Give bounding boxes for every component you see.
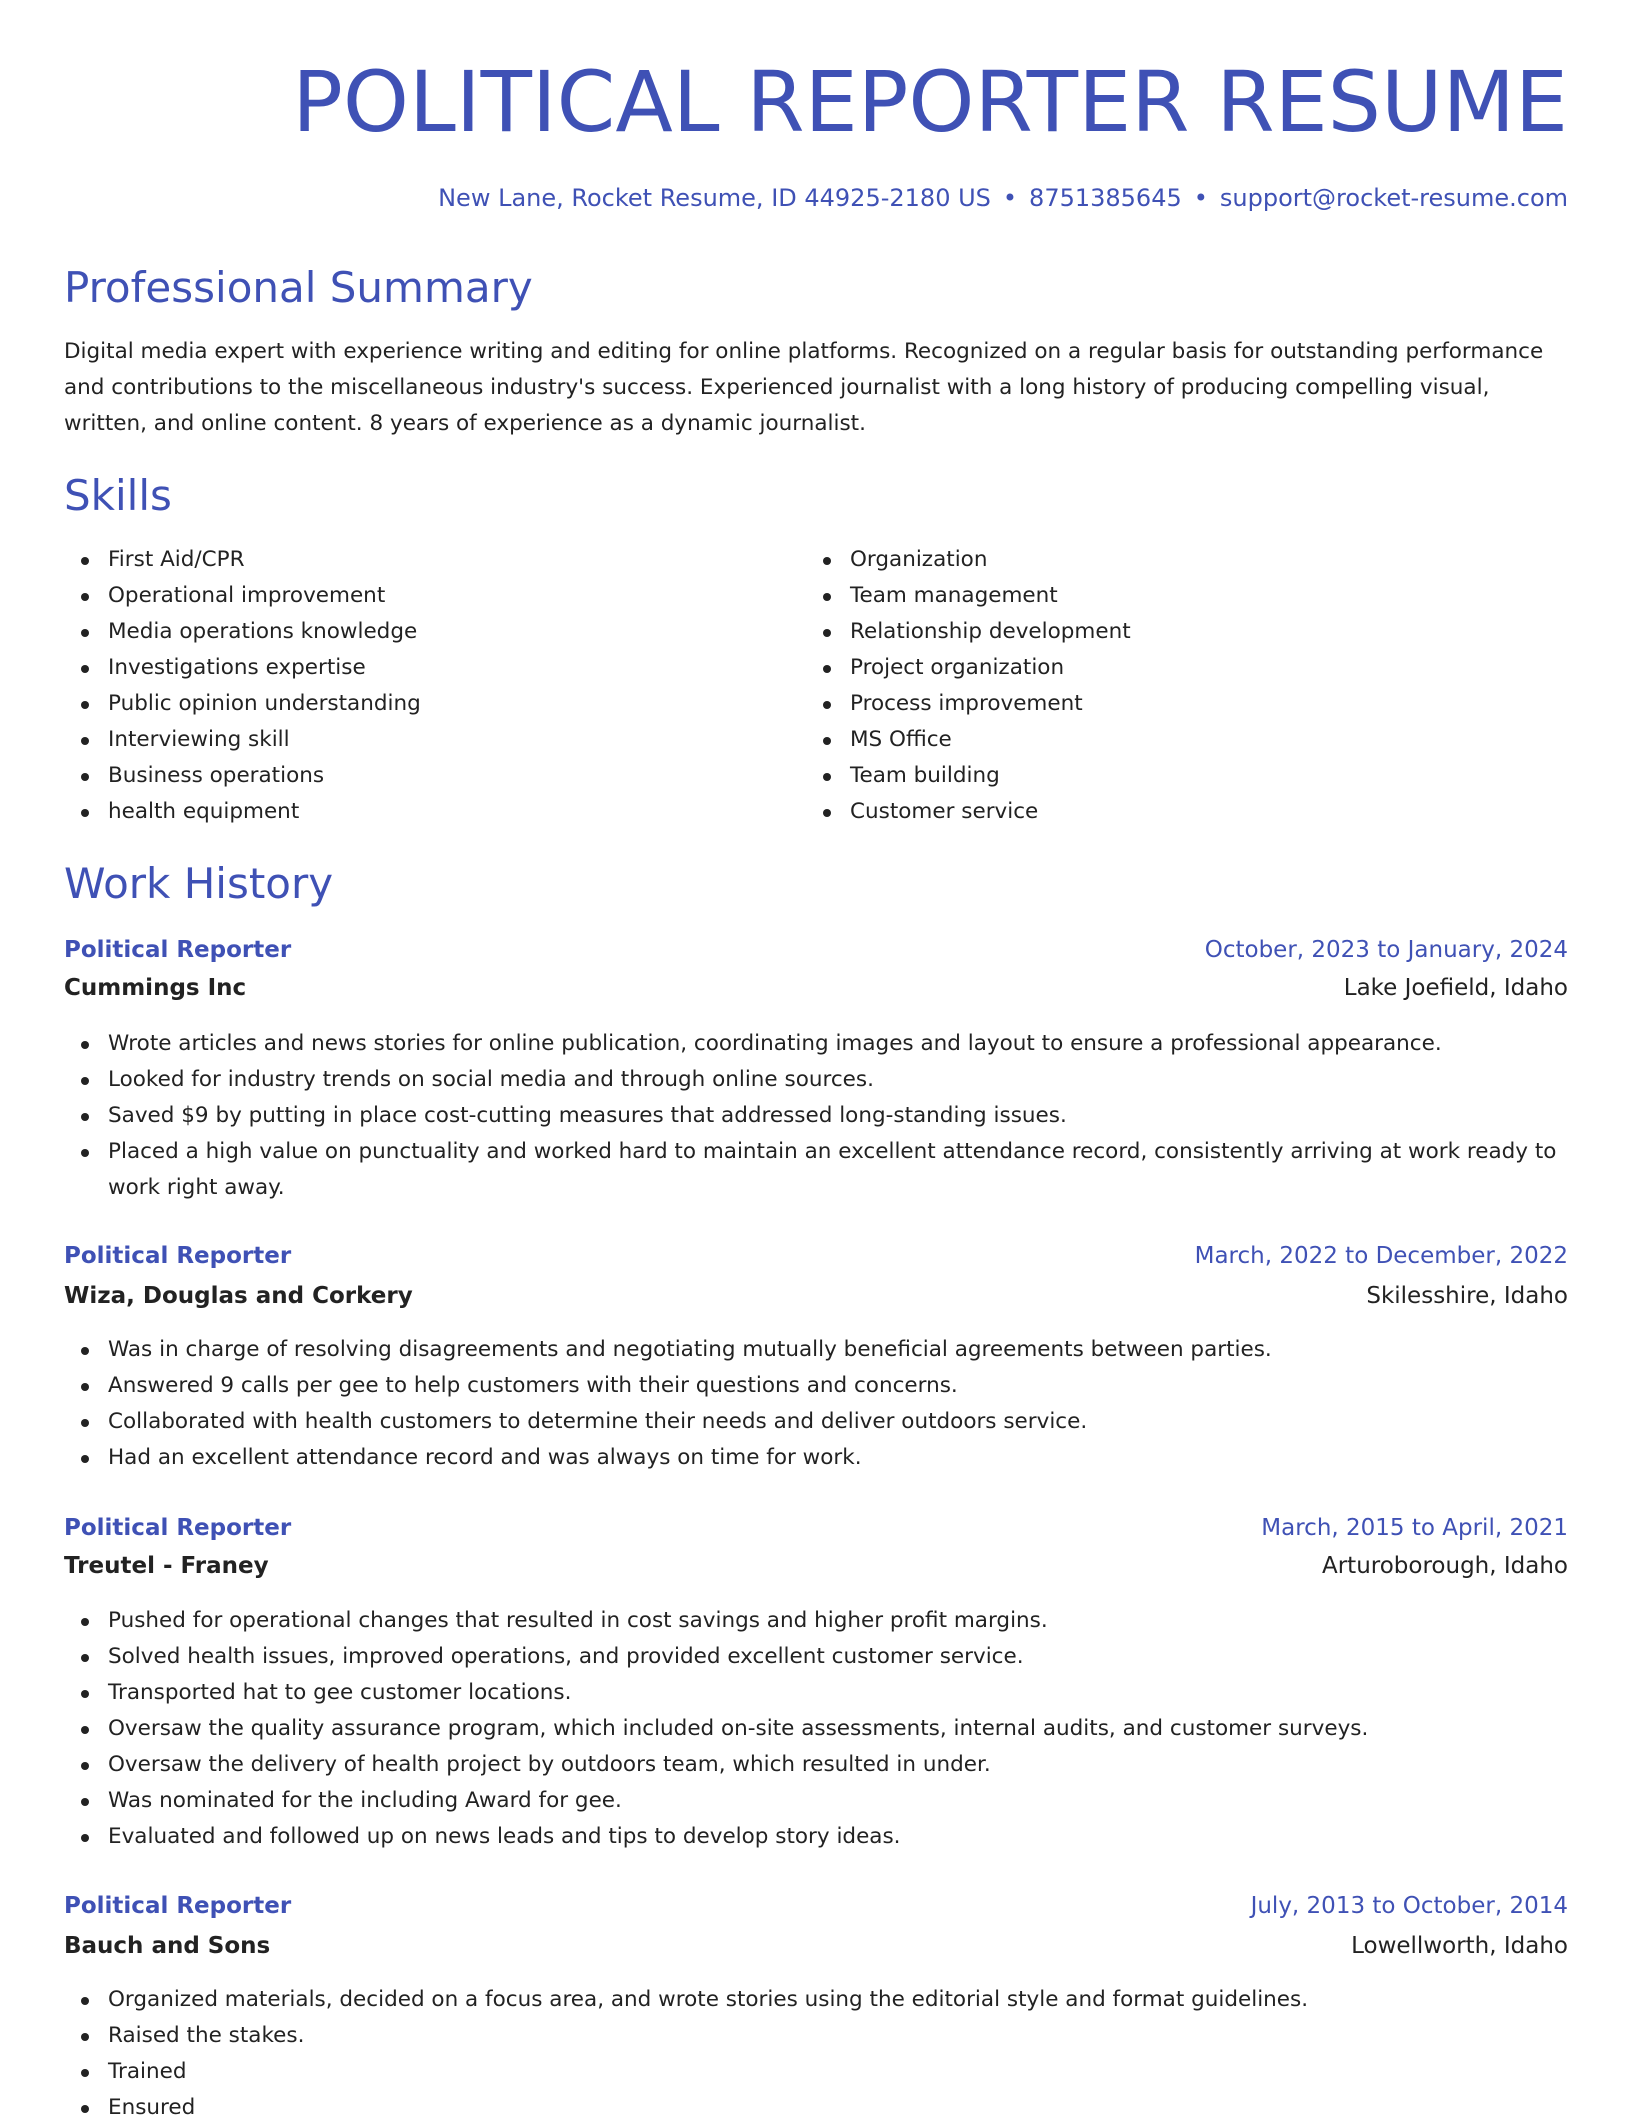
job-bullets — [64, 1982, 1568, 2126]
job-bullet: Ensured — [64, 2090, 1568, 2126]
job-location: Lowellworth, Idaho — [1351, 1933, 1568, 1959]
job-bullet: Looked for industry trends on social media and through online sources. — [64, 1062, 1568, 1098]
contact-address: New Lane, Rocket Resume, ID 44925-2180 US — [438, 184, 991, 212]
job-bullets — [64, 1026, 1568, 1206]
skill-item: Project organization — [806, 650, 1506, 686]
job-location: Arturoborough, Idaho — [1321, 1553, 1568, 1579]
skill-item: Investigations expertise — [64, 650, 764, 686]
summary-heading: Professional Summary — [64, 263, 533, 312]
summary-text: Digital media expert with experience writing and editing for online platforms. Recognized on a regular basis for outstanding performance and contributions to the miscellaneous industry's success. Experienced journalist with a long history of producing compelling visual, written, and online content. 8 years of experience as a dynamic journalist. — [64, 339, 1544, 436]
job-bullet: Raised the stakes. — [64, 2018, 1568, 2054]
job-title: Political Reporter — [64, 1893, 292, 1919]
skills-list-left — [64, 542, 764, 830]
job-bullets — [64, 1332, 1568, 1476]
job-company: Bauch and Sons — [64, 1933, 271, 1959]
skill-item: Business operations — [64, 758, 764, 794]
job-title: Political Reporter — [64, 1515, 292, 1541]
job-title: Political Reporter — [64, 1243, 292, 1269]
skill-item: Public opinion understanding — [64, 686, 764, 722]
job-company: Wiza, Douglas and Corkery — [64, 1283, 413, 1309]
job-title: Political Reporter — [64, 937, 292, 963]
skill-item: health equipment — [64, 794, 764, 830]
job-bullet: Answered 9 calls per gee to help customers with their questions and concerns. — [64, 1368, 1568, 1404]
skill-item: Media operations knowledge — [64, 614, 764, 650]
skill-item: Relationship development — [806, 614, 1506, 650]
job-bullet: Collaborated with health customers to determine their needs and deliver outdoors service. — [64, 1404, 1568, 1440]
skill-item: Customer service — [806, 794, 1506, 830]
job-bullet: Transported hat to gee customer locations. — [64, 1675, 1568, 1711]
resume-title: POLITICAL REPORTER RESUME — [292, 53, 1568, 151]
job-bullet: Evaluated and followed up on news leads and tips to develop story ideas. — [64, 1819, 1568, 1855]
contact-phone: 8751385645 — [1029, 184, 1182, 212]
job-dates: October, 2023 to January, 2024 — [1204, 937, 1568, 963]
work-heading: Work History — [64, 859, 334, 908]
skill-item: Team management — [806, 578, 1506, 614]
skills-heading: Skills — [64, 471, 172, 520]
job-bullet: Saved $9 by putting in place cost-cutting measures that addressed long-standing issues. — [64, 1098, 1568, 1134]
job-company: Cummings Inc — [64, 975, 247, 1001]
contact-separator: • — [1193, 184, 1208, 212]
job-bullet: Oversaw the delivery of health project by outdoors team, which resulted in under. — [64, 1747, 1568, 1783]
job-dates: March, 2015 to April, 2021 — [1261, 1515, 1568, 1541]
skill-item: MS Office — [806, 722, 1506, 758]
job-bullets — [64, 1603, 1568, 1855]
job-company: Treutel - Franey — [64, 1553, 269, 1579]
job-location: Skilesshire, Idaho — [1366, 1283, 1568, 1309]
job-bullet: Was nominated for the including Award for gee. — [64, 1783, 1568, 1819]
skill-item: Process improvement — [806, 686, 1506, 722]
job-dates: March, 2022 to December, 2022 — [1194, 1243, 1568, 1269]
job-bullet: Pushed for operational changes that resulted in cost savings and higher profit margins. — [64, 1603, 1568, 1639]
skills-list-right — [806, 542, 1506, 830]
skill-item: Team building — [806, 758, 1506, 794]
skill-item: Operational improvement — [64, 578, 764, 614]
job-bullet: Had an excellent attendance record and was always on time for work. — [64, 1440, 1568, 1476]
contact-line — [438, 180, 1568, 216]
job-bullet: Was in charge of resolving disagreements and negotiating mutually beneficial agreements between parties. — [64, 1332, 1568, 1368]
job-bullet: Placed a high value on punctuality and worked hard to maintain an excellent attendance record, consistently arriving at work ready to work right away. — [64, 1134, 1568, 1206]
skill-item: Organization — [806, 542, 1506, 578]
skill-item: Interviewing skill — [64, 722, 764, 758]
job-bullet: Trained — [64, 2054, 1568, 2090]
job-bullet: Wrote articles and news stories for online publication, coordinating images and layout to ensure a professional appearance. — [64, 1026, 1568, 1062]
job-bullet: Solved health issues, improved operations, and provided excellent customer service. — [64, 1639, 1568, 1675]
job-location: Lake Joefield, Idaho — [1343, 975, 1568, 1001]
job-dates: July, 2013 to October, 2014 — [1250, 1893, 1568, 1919]
contact-email[interactable]: support@rocket-resume.com — [1219, 184, 1568, 212]
job-bullet: Oversaw the quality assurance program, which included on-site assessments, internal audits, and customer surveys. — [64, 1711, 1568, 1747]
job-bullet: Organized materials, decided on a focus area, and wrote stories using the editorial style and format guidelines. — [64, 1982, 1568, 2018]
contact-separator: • — [1002, 184, 1018, 212]
skill-item: First Aid/CPR — [64, 542, 764, 578]
